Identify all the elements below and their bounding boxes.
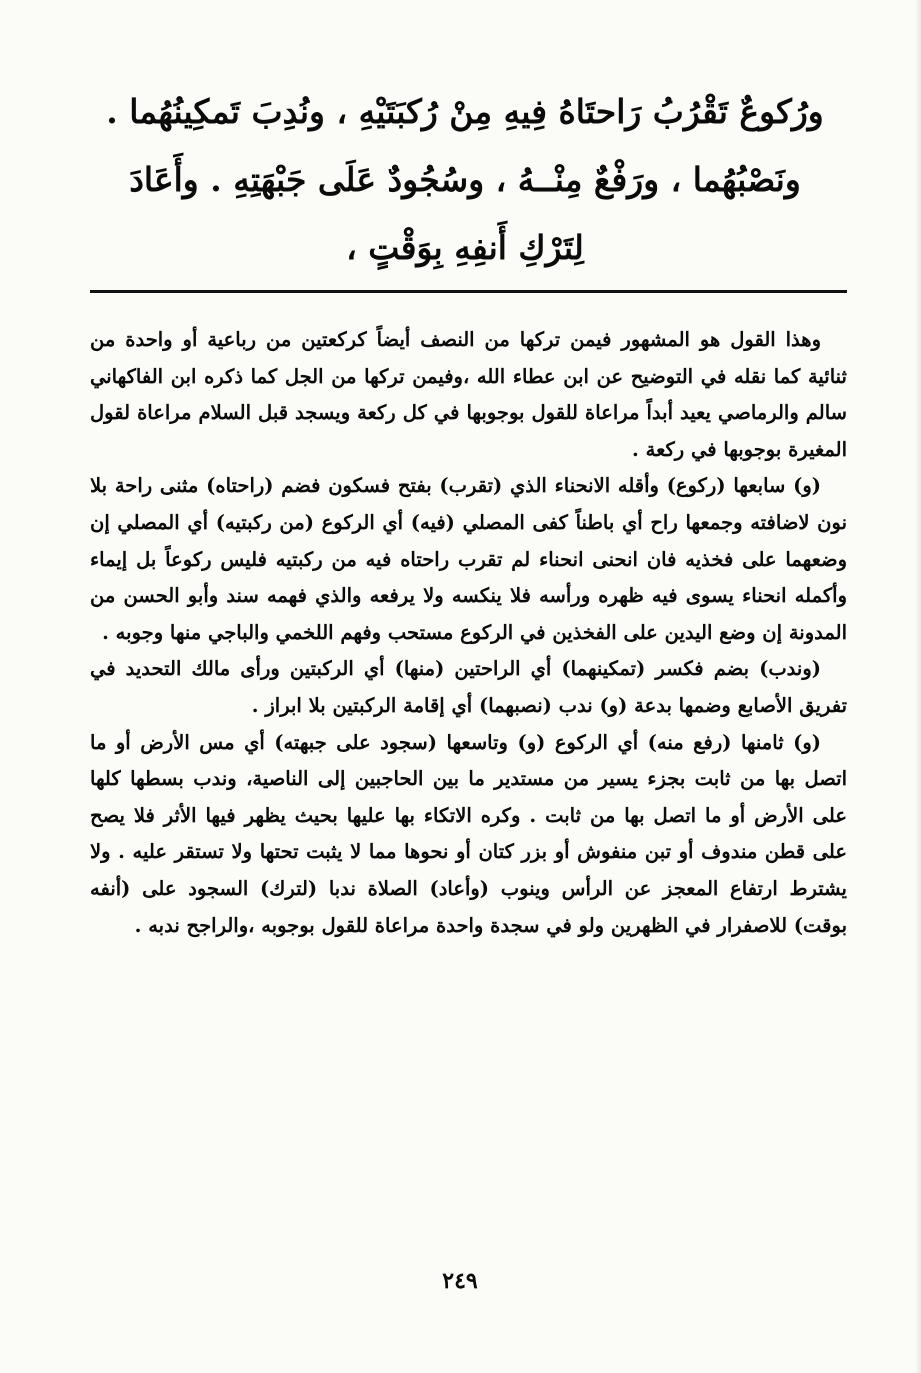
separator-rule xyxy=(90,290,847,293)
commentary-paragraph: (و) ثامنها (رفع منه) أي الركوع (و) وتاسعها (سجود على جبهته) أي مس الأرض أو ما اتصل بها من ثابت بجزء يسير من مستدير ما بين الحاجبين إلى الناصية، وندب بسطها كلها على الأرض أو ما اتصل بها من ثابت . وكره الاتكاء بها عليها بحيث يظهر فيها الأثر فلا يصح على قطن مندوف أو تبن منفوش أو بزر كتان أو نحوها مما لا يثبت تحتها ولا تستقر عليه . ولا يشترط ارتفاع المعجز عن الرأس وينوب (وأعاد) الصلاة ندبا (لترك) السجود على (أنفه بوقت) للاصفرار في الظهرين ولو في سجدة واحدة مراعاة للقول بوجوبه ،والراجح ندبه . xyxy=(90,730,847,937)
verse-line: لِتَرْكِ أَنفِهِ بِوَقْتٍ ، xyxy=(346,228,584,267)
verse-line: ونَصْبُهُما ، ورَفْعٌ مِنْــهُ ، وسُجُودٌ عَلَى جَبْهَتِهِ . وأَعَادَ xyxy=(129,160,801,199)
page-number: ٢٤٩ xyxy=(442,1268,478,1294)
commentary-paragraph: وهذا القول هو المشهور فيمن تركها من النصف أيضاً كركعتين من رباعية أو واحدة من ثنائية كما نقله في التوضيح عن ابن عطاء الله ،وفيمن تركها من الجل كما ذكره ابن الفاكهاني سالم والرماصي يعيد أبداً مراعاة للقول بوجوبها في كل ركعة ويسجد قبل السلام مراعاة لقول المغيرة بوجوبها في ركعة . xyxy=(90,328,847,461)
verse-text-block xyxy=(100,78,830,282)
commentary-text-block xyxy=(90,322,847,944)
commentary-paragraph: (وندب) بضم فكسر (تمكينهما) أي الراحتين (منها) أي الركبتين ورأى مالك التحديد في تفريق الأصابع وضمها بدعة (و) ندب (نصبهما) أي إقامة الركبتين بلا ابراز . xyxy=(90,657,847,717)
page-edge-shadow xyxy=(915,0,921,1373)
commentary-paragraph: (و) سابعها (ركوع) وأقله الانحناء الذي (تقرب) بفتح فسكون فضم (راحتاه) مثنى راحة بلا نون لاضافته وجمعها راح أي باطناً كفى المصلي (فيه) أي الركوع (من ركبتيه) أي المصلي إن وضعهما على فخذيه فان انحنى انحناء لم تقرب راحتاه فيه من ركبتيه فليس ركوعاً بل إيماء وأكمله انحناء يسوى فيه ظهره ورأسه فلا ينكسه ولا يرفعه والذي فهمه سند وأبو الحسن من المدونة إن وضع اليدين على الفخذين في الركوع مستحب وفهم اللخمي والباجي منها وجوبه . xyxy=(90,474,847,644)
verse-line: ورُكوعٌ تَقْرُبُ رَاحتَاهُ فِيهِ مِنْ رُكبَتَيْهِ ، ونُدِبَ تَمكِينُهُما . xyxy=(106,92,824,131)
